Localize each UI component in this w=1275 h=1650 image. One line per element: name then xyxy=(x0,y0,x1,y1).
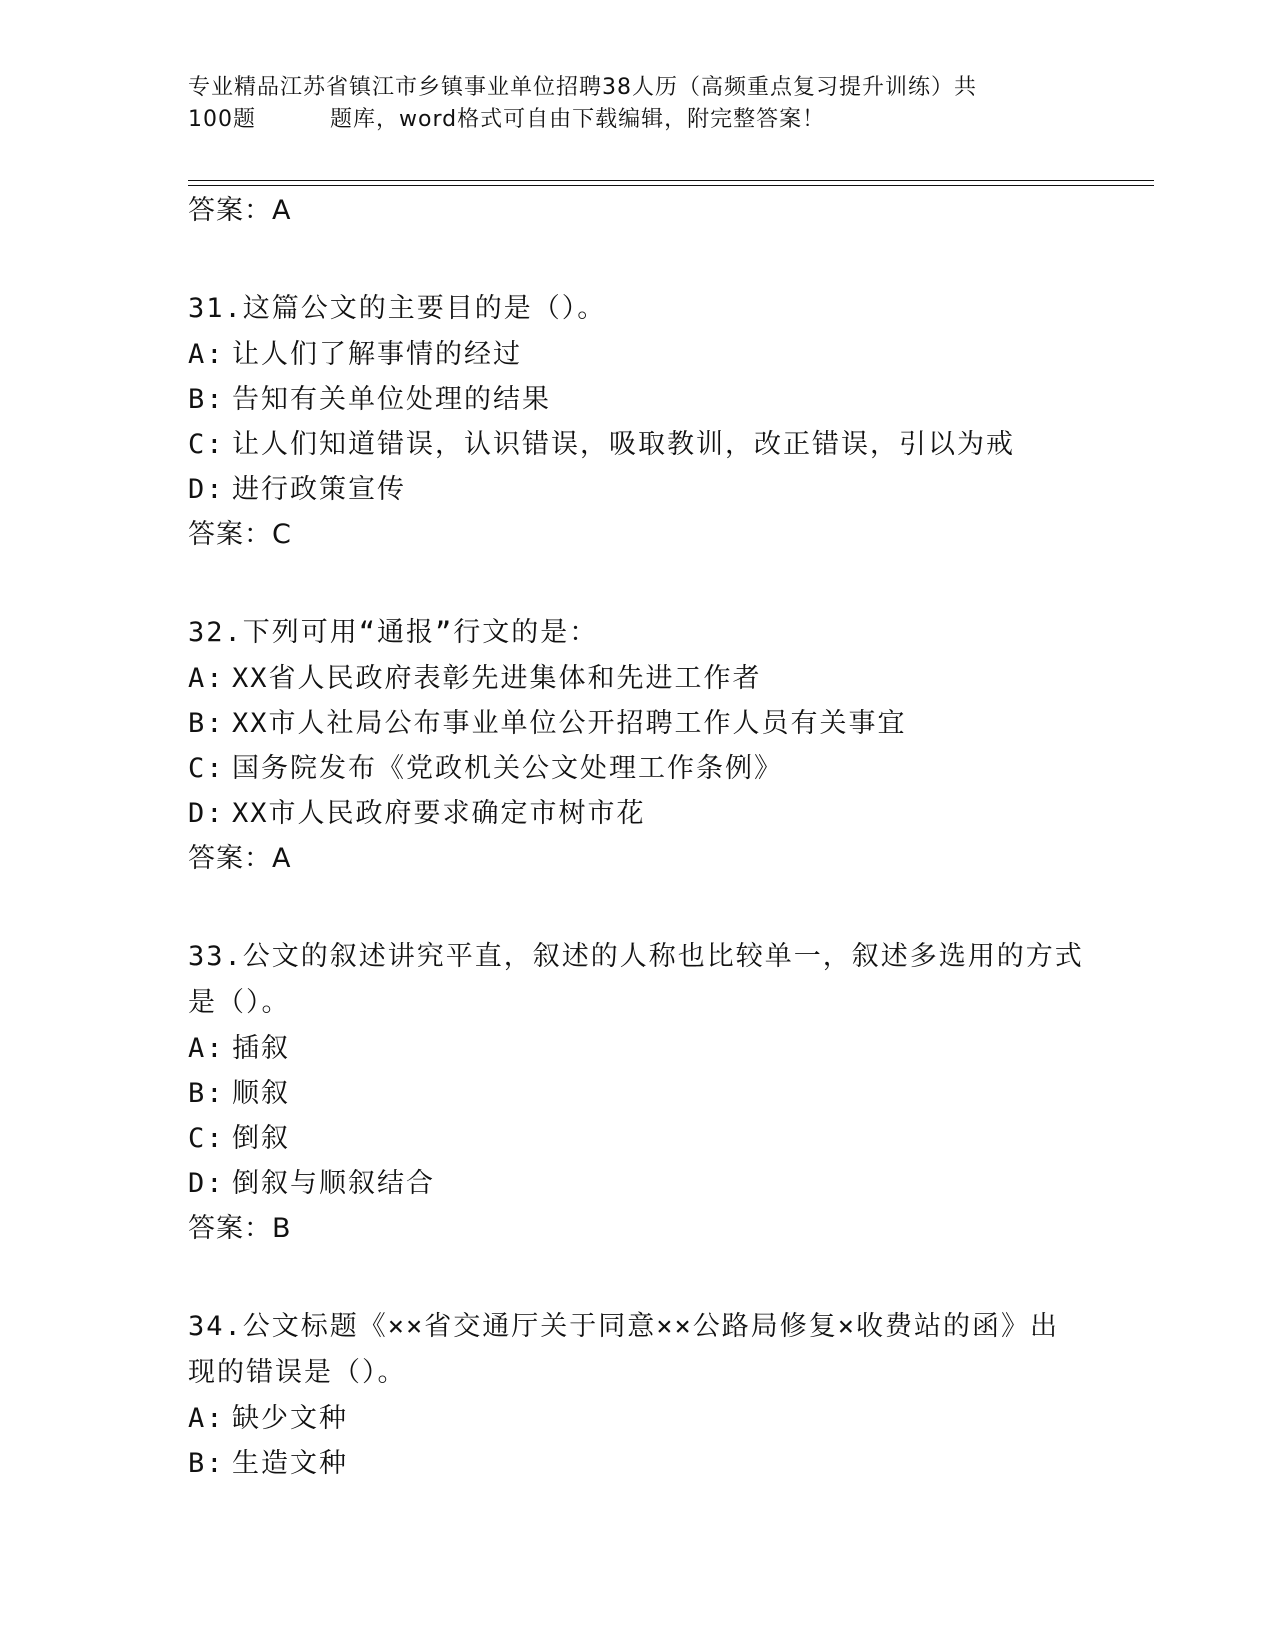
answer-option xyxy=(188,656,1088,701)
option-key: D: xyxy=(188,798,225,829)
question-block xyxy=(188,1304,1088,1486)
option-text: 生造文种 xyxy=(232,1448,348,1479)
answer-line: 答案：B xyxy=(188,1213,292,1244)
question-block xyxy=(188,934,1088,1252)
answer-line: 答案：A xyxy=(188,195,292,226)
option-key: A: xyxy=(188,1033,225,1064)
option-key: C: xyxy=(188,429,225,460)
page-header xyxy=(188,72,1068,136)
answer-option xyxy=(188,467,1088,512)
question-block xyxy=(188,286,1088,558)
header-description: 题库，word格式可自由下载编辑，附完整答案！ xyxy=(330,107,826,132)
option-key: B: xyxy=(188,708,225,739)
option-key: C: xyxy=(188,753,225,784)
question-stem: 33.公文的叙述讲究平直，叙述的人称也比较单一，叙述多选用的方式是（）。 xyxy=(188,941,1084,1018)
header-line-2 xyxy=(188,104,1068,136)
answer-line: 答案：C xyxy=(188,519,292,550)
option-key: C: xyxy=(188,1123,225,1154)
header-line-1: 专业精品江苏省镇江市乡镇事业单位招聘38人历（高频重点复习提升训练）共 xyxy=(188,75,977,100)
answer-option xyxy=(188,1071,1088,1116)
answer-option xyxy=(188,1026,1088,1071)
option-key: A: xyxy=(188,663,225,694)
answer-option xyxy=(188,1161,1088,1206)
option-text: 插叙 xyxy=(232,1033,290,1064)
option-text: 让人们了解事情的经过 xyxy=(232,339,522,370)
answer-option xyxy=(188,746,1088,791)
option-key: D: xyxy=(188,1168,225,1199)
question-stem: 34.公文标题《××省交通厅关于同意××公路局修复×收费站的函》出现的错误是（）。 xyxy=(188,1311,1060,1388)
answer-option xyxy=(188,377,1088,422)
option-key: B: xyxy=(188,384,225,415)
option-text: 让人们知道错误，认识错误，吸取教训，改正错误，引以为戒 xyxy=(232,429,1015,460)
option-text: 告知有关单位处理的结果 xyxy=(232,384,551,415)
answer-option xyxy=(188,332,1088,377)
document-body xyxy=(188,188,1088,1486)
option-key: A: xyxy=(188,339,225,370)
answer-option xyxy=(188,1441,1088,1486)
option-text: 倒叙与顺叙结合 xyxy=(232,1168,435,1199)
question-block xyxy=(188,610,1088,882)
answer-option xyxy=(188,1396,1088,1441)
question-stem: 32.下列可用“通报”行文的是： xyxy=(188,617,599,648)
question-list xyxy=(188,286,1088,1486)
option-text: 顺叙 xyxy=(232,1078,290,1109)
header-question-count: 100题 xyxy=(188,107,256,132)
option-text: 缺少文种 xyxy=(232,1403,348,1434)
answer-option xyxy=(188,791,1088,836)
option-key: B: xyxy=(188,1448,225,1479)
header-rule-bottom xyxy=(188,185,1154,186)
option-text: XX省人民政府表彰先进集体和先进工作者 xyxy=(232,663,762,694)
option-text: XX市人社局公布事业单位公开招聘工作人员有关事宜 xyxy=(232,708,907,739)
answer-line: 答案：A xyxy=(188,843,292,874)
question-stem: 31.这篇公文的主要目的是（）。 xyxy=(188,293,607,324)
answer-option xyxy=(188,422,1088,467)
option-key: B: xyxy=(188,1078,225,1109)
option-text: 进行政策宣传 xyxy=(232,474,406,505)
option-text: 倒叙 xyxy=(232,1123,290,1154)
header-rule-top xyxy=(188,180,1154,181)
answer-option xyxy=(188,1116,1088,1161)
answer-option xyxy=(188,701,1088,746)
option-key: D: xyxy=(188,474,225,505)
option-key: A: xyxy=(188,1403,225,1434)
option-text: 国务院发布《党政机关公文处理工作条例》 xyxy=(232,753,783,784)
option-text: XX市人民政府要求确定市树市花 xyxy=(232,798,646,829)
